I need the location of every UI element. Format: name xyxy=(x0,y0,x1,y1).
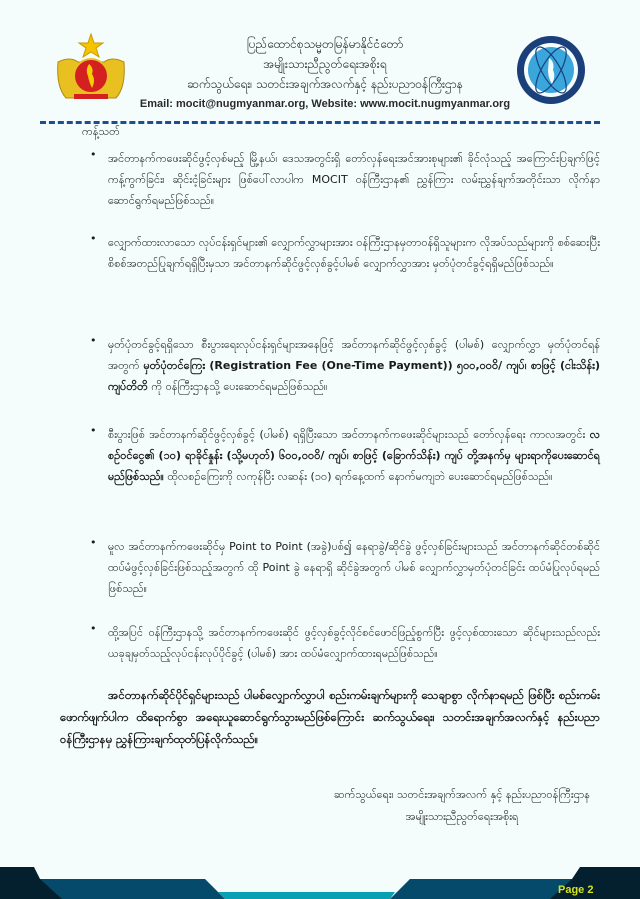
header-line-3: ဆက်သွယ်ရေး၊ သတင်းအချက်အလက်နှင့် နည်းပညာဝန်ကြီးဌာန xyxy=(187,77,463,91)
paragraph-6: ထို့အပြင် ဝန်ကြီးဌာနသို့ အင်တာနက်ကဖေးဆိုင် ဖွင့်လှစ်ခွင့်လိုင်စင်ဖောင်ဖြည့်စွက်ပြီး ဖွင့်လှစ်ထားသော ဆိုင်များသည်လည်း ယခုချမှတ်သည့်လုပ်ငန်းလုပ်ပိုင်ခွင့် (ပါမစ်) အား ထပ်မံလျှောက်ထားရမည်ဖြစ်သည်။ xyxy=(108,626,600,660)
ministry-logo xyxy=(515,34,587,106)
signature-block xyxy=(334,784,590,828)
p4-text-end: ထိုလစဉ်ကြေးကို လကုန်ပြီး လဆန်း (၁၀) ရက်နေ့ထက် နောက်မကျဘဲ ပေးဆောင်ရမည်ဖြစ်သည်။ xyxy=(163,470,553,483)
bullet-icon: • xyxy=(90,148,97,161)
signature-line-1: ဆက်သွယ်ရေး၊ သတင်းအချက်အလက် နှင့် နည်းပညာဝန်ကြီးဌာန xyxy=(333,788,590,801)
p4-text: စီးပွားဖြစ် အင်တာနက်ဆိုင်ဖွင့်လှစ်ခွင့် (ပါမစ်) ရရှိပြီးသော အင်တာနက်ကဖေးဆိုင်များသည် တော်လှန်ရေး ကာလအတွင်း xyxy=(108,428,590,441)
paragraph-5: မူလ အင်တာနက်ကဖေးဆိုင်မှ Point to Point (အခွဲ)ပစ်၍ နေရာခွဲ/ဆိုင်ခွဲ ဖွင့်လှစ်ခြင်းများသည် အင်တာနက်ဆိုင်တစ်ဆိုင် ထပ်မံဖွင့်လှစ်ခြင်းဖြစ်သည့်အတွက် ထို Point ခွဲ နေရာရှိ ဆိုင်ခွဲအတွက် ပါမစ် လျှောက်လွှာမှတ်ပုံတင်ခြင်း ထပ်မံပြုလုပ်ရမည်ဖြစ်သည်။ xyxy=(108,540,600,595)
paragraph-3 xyxy=(108,334,600,397)
header-line-2: အမျိုးသားညီညွတ်ရေးအစိုးရ xyxy=(263,57,387,71)
letterhead xyxy=(130,34,520,114)
monthly-fee: လစဉ်ဝင်ငွေ၏ (၁၀) ရာခိုင်နှုန်း (သို့မဟုတ်) ၆၀၀,၀၀၀ိ/ ကျပ်၊ စာဖြင့် (ခြောက်သိန်း) ကျပ် တို့အနက်မှ များရာကိုပေးဆောင်ရမည်ဖြစ်သည်။ xyxy=(108,428,600,483)
footer-band xyxy=(0,867,640,899)
paragraph-4 xyxy=(108,424,600,487)
signature-line-2: အမျိုးသားညီညွတ်ရေးအစိုးရ xyxy=(405,810,519,823)
paragraph-2: လျှောက်ထားလာသော လုပ်ငန်းရှင်များ၏ လျှောက်လွှာများအား ဝန်ကြီးဌာနမှတာဝန်ရှိသူများက လိုအပ်သည်များကို စစ်ဆေးပြီး စိစစ်အတည်ပြုချက်ရရှိပြီးမှသာ အင်တာနက်ဆိုင်ဖွင့်လှစ်ခွင့်ပါမစ် လျှောက်လွှာအား မှတ်ပုံတင်ခွင့်ရရှိမည်ဖြစ်သည်။ xyxy=(108,236,600,270)
bullet-icon: • xyxy=(90,334,97,347)
bullet-icon: • xyxy=(90,536,97,549)
state-emblem-logo xyxy=(52,32,130,104)
page-number: Page 2 xyxy=(558,884,594,896)
p3-text: မှတ်ပုံတင်ခွင့်ရရှိသော စီးပွားရေးလုပ်ငန်းရှင်များအနေဖြင့် အင်တာနက်ဆိုင်ဖွင့်လှစ်ခွင့် (ပါမစ်) လျှောက်လွှာ မှတ်ပုံတင်ရန်အတွက် xyxy=(108,338,600,372)
bullet-icon: • xyxy=(90,424,97,437)
header-line-1: ပြည်ထောင်စုသမ္မတမြန်မာနိုင်ငံတော် xyxy=(246,37,404,51)
paragraph-1: အင်တာနက်ကဖေးဆိုင်ဖွင့်လှစ်မည့် မြို့နယ်၊ ဒေသအတွင်းရှိ တော်လှန်ရေးအင်အားစုများ၏ ခိုင်လုံသည့် အကြောင်းပြချက်ဖြင့် ကန့်ကွက်ခြင်း၊ ဆိုင်းငံ့ခြင်းများ ဖြစ်ပေါ်လာပါက MOCIT ဝန်ကြီးဌာန၏ ညွှန်ကြား လမ်းညွှန်ချက်အတိုင်းသာ လိုက်နာဆောင်ရွက်ရမည်ဖြစ်သည်။ xyxy=(108,152,600,207)
continued-text: ကန့်သတ် xyxy=(82,125,120,138)
header-divider xyxy=(40,121,600,124)
registration-fee: မှတ်ပုံတင်ကြေး (Registration Fee (One-Time Payment)) ၅၀၀,၀၀၀ိ/ ကျပ်၊ စာဖြင့် (ငါးသိန်း) ကျပ်တိတိ xyxy=(108,359,600,393)
bullet-icon: • xyxy=(90,232,97,245)
p3-text-end: ကို ဝန်ကြီးဌာနသို့ ပေးဆောင်ရမည်ဖြစ်သည်။ xyxy=(147,380,328,393)
header-contact: Email: mocit@nugmyanmar.org, Website: www.mocit.nugmyanmar.org xyxy=(139,98,511,110)
bullet-icon: • xyxy=(90,622,97,635)
closing-paragraph: အင်တာနက်ဆိုင်ပိုင်ရှင်များသည် ပါမစ်လျှောက်လွှာပါ စည်းကမ်းချက်များကို သေချာစွာ လိုက်နာရမည် ဖြစ်ပြီး စည်းကမ်းဖောက်ဖျက်ပါက ထိရောက်စွာ အရေးယူဆောင်ရွက်သွားမည်ဖြစ်ကြောင်း ဆက်သွယ်ရေး၊ သတင်းအချက်အလက်နှင့် နည်းပညာဝန်ကြီးဌာနမှ ညွှန်ကြားချက်ထုတ်ပြန်လိုက်သည်။ xyxy=(60,688,600,746)
